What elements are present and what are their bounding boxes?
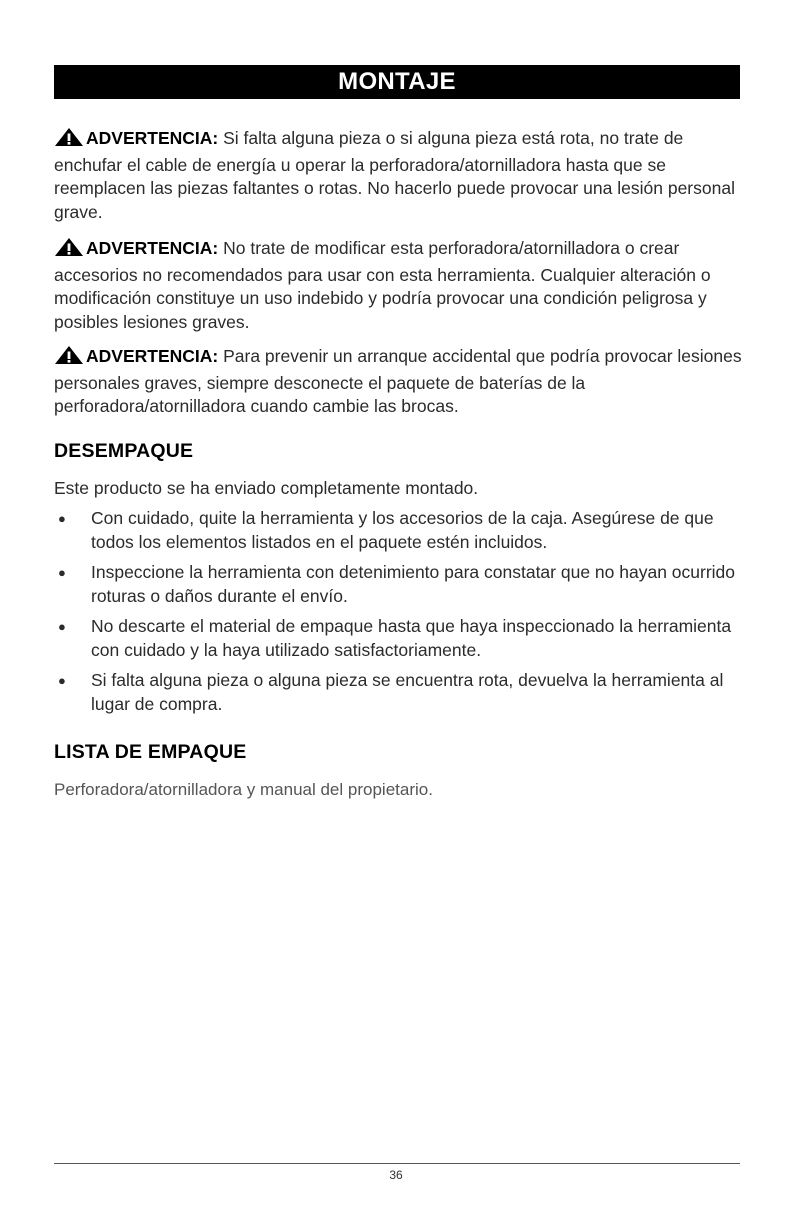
list-item-text: Si falta alguna pieza o alguna pieza se encuentra rota, devuelva la herramienta al lugar de compra. [91, 670, 724, 714]
packing-list-heading: LISTA DE EMPAQUE [54, 741, 247, 763]
warning-block-3 [54, 345, 744, 419]
list-item [54, 615, 744, 662]
unpacking-heading: DESEMPAQUE [54, 440, 194, 462]
warning-text: Si falta alguna pieza o si alguna pieza está rota, no trate de enchufar el cable de energía u operar la perforadora/atornilladora hasta que se reemplacen las piezas faltantes o rotas. No hacerlo puede provocar una lesión personal grave. [54, 128, 735, 222]
section-title-bar [54, 65, 740, 99]
warning-triangle-icon [54, 345, 84, 372]
warning-label: ADVERTENCIA: [86, 346, 219, 366]
bullet-dot-icon: ● [58, 511, 66, 526]
warning-label: ADVERTENCIA: [86, 238, 219, 258]
page-number: 36 [389, 1168, 403, 1182]
list-item-text: No descarte el material de empaque hasta que haya inspeccionado la herramienta con cuidado y la haya utilizado satisfactoriamente. [91, 616, 732, 660]
warning-block-2 [54, 237, 744, 334]
section-title: MONTAJE [338, 68, 456, 95]
list-item-text: Con cuidado, quite la herramienta y los accesorios de la caja. Asegúrese de que todos los elementos listados en el paquete estén incluidos. [91, 508, 714, 552]
list-item [54, 561, 744, 608]
list-item-text: Inspeccione la herramienta con detenimiento para constatar que no hayan ocurrido roturas o daños durante el envío. [91, 562, 736, 606]
bullet-dot-icon: ● [58, 619, 66, 634]
warning-triangle-icon [54, 237, 84, 264]
warning-text: Para prevenir un arranque accidental que podría provocar lesiones personales graves, siempre desconecte el paquete de baterías de la perforadora/atornilladora cuando cambie las brocas. [54, 346, 742, 416]
unpacking-intro: Este producto se ha enviado completamente montado. [54, 478, 479, 498]
list-item [54, 507, 744, 554]
bullet-dot-icon: ● [58, 565, 66, 580]
warning-block-1 [54, 127, 744, 224]
bullet-dot-icon: ● [58, 673, 66, 688]
warning-triangle-icon [54, 127, 84, 154]
warning-label: ADVERTENCIA: [86, 128, 219, 148]
packing-list-text: Perforadora/atornilladora y manual del propietario. [54, 780, 433, 799]
warning-text: No trate de modificar esta perforadora/atornilladora o crear accesorios no recomendados para usar con esta herramienta. Cualquier alteración o modificación constituye un uso indebido y podría provocar una condición peligrosa y posibles lesiones graves. [54, 238, 711, 332]
list-item [54, 669, 744, 716]
footer-divider [54, 1163, 740, 1164]
